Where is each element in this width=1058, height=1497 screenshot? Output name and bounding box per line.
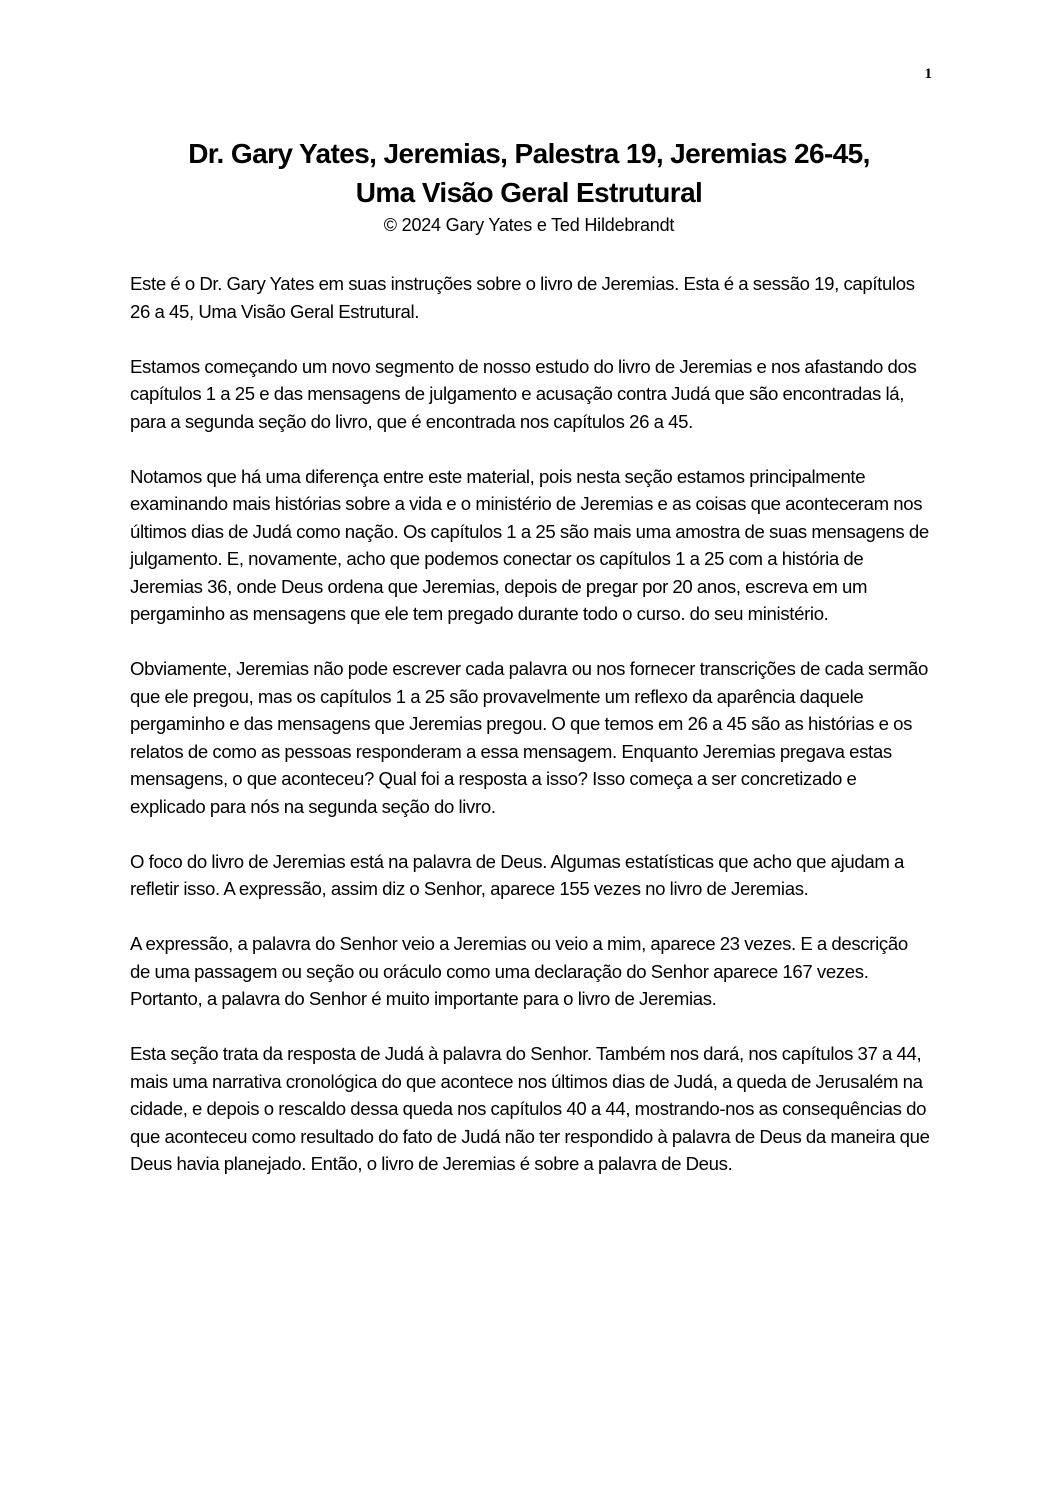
document-title	[100, 134, 958, 212]
page-number: 1	[924, 66, 932, 82]
copyright-notice: © 2024 Gary Yates e Ted Hildebrandt	[383, 215, 675, 235]
paragraph: Notamos que há uma diferença entre este material, pois nesta seção estamos principalmente examinando mais histórias sobre a vida e o ministério de Jeremias e as coisas que aconteceram nos últimos dias de Judá como nação. Os capítulos 1 a 25 são mais uma amostra de suas mensagens de julgamento. E, novamente, acho que podemos conectar os capítulos 1 a 25 com a história de Jeremias 36, onde Deus ordena que Jeremias, depois de pregar por 20 anos, escreva em um pergaminho as mensagens que ele tem pregado durante todo o curso. do seu ministério.	[130, 465, 929, 624]
title-line-2: Uma Visão Geral Estrutural	[355, 177, 703, 208]
paragraph: O foco do livro de Jeremias está na palavra de Deus. Algumas estatísticas que acho que ajudam a refletir isso. A expressão, assim diz o Senhor, aparece 155 vezes no livro de Jeremias.	[130, 850, 905, 899]
document-body	[130, 270, 930, 1205]
paragraph: Esta seção trata da resposta de Judá à palavra do Senhor. Também nos dará, nos capítulos 37 a 44, mais uma narrativa cronológica do que acontece nos últimos dias de Judá, a queda de Jerusalém na cidade, e depois o rescaldo dessa queda nos capítulos 40 a 44, mostrando-nos as consequências do que aconteceu como resultado do fato de Judá não ter respondido à palavra de Deus da maneira que Deus havia planejado. Então, o livro de Jeremias é sobre a palavra de Deus.	[130, 1043, 930, 1174]
document-header	[100, 134, 958, 238]
paragraph: Obviamente, Jeremias não pode escrever cada palavra ou nos fornecer transcrições de cada sermão que ele pregou, mas os capítulos 1 a 25 são provavelmente um reflexo da aparência daquele pergaminho e das mensagens que Jeremias pregou. O que temos em 26 a 45 são as histórias e os relatos de como as pessoas responderam a essa mensagem. Enquanto Jeremias pregava estas mensagens, o que aconteceu? Qual foi a resposta a isso? Isso começa a ser concretizado e explicado para nós na segunda seção do livro.	[130, 658, 928, 817]
paragraph: Este é o Dr. Gary Yates em suas instruções sobre o livro de Jeremias. Esta é a sessão 19, capítulos 26 a 45, Uma Visão Geral Estrutural.	[130, 273, 915, 322]
paragraph: A expressão, a palavra do Senhor veio a Jeremias ou veio a mim, aparece 23 vezes. E a descrição de uma passagem ou seção ou oráculo como uma declaração do Senhor aparece 167 vezes. Portanto, a palavra do Senhor é muito importante para o livro de Jeremias.	[130, 933, 908, 1009]
title-line-1: Dr. Gary Yates, Jeremias, Palestra 19, Jeremias 26-45,	[188, 138, 870, 169]
paragraph: Estamos começando um novo segmento de nosso estudo do livro de Jeremias e nos afastando dos capítulos 1 a 25 e das mensagens de julgamento e acusação contra Judá que são encontradas lá, para a segunda seção do livro, que é encontrada nos capítulos 26 a 45.	[130, 355, 917, 432]
